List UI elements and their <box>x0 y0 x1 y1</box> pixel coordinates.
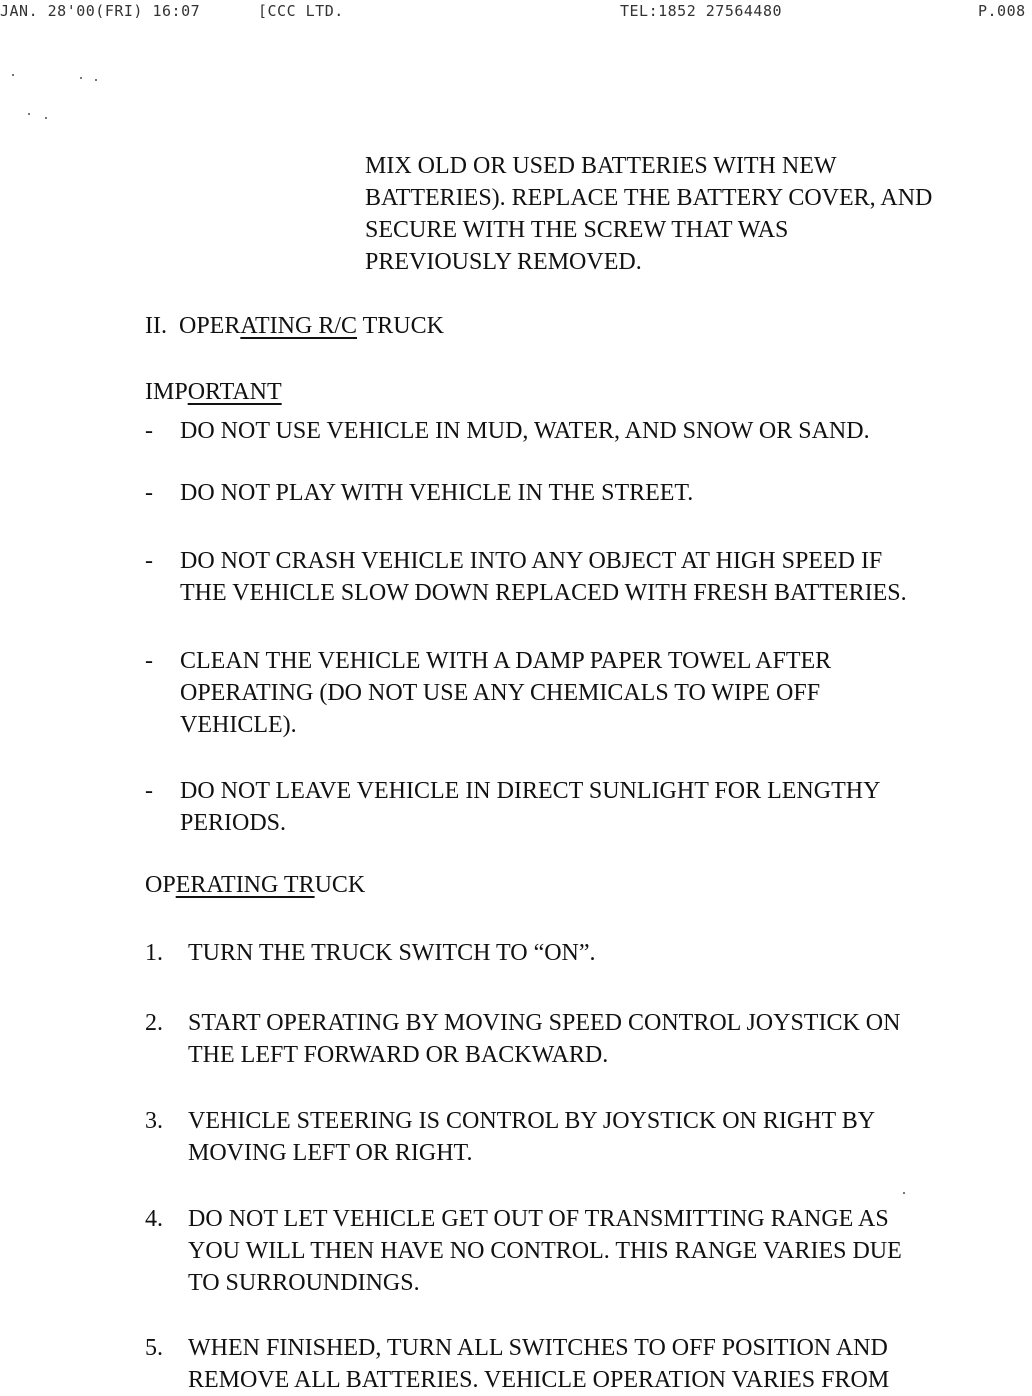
heading-text: UCK <box>314 872 366 898</box>
heading-underlined: ERATING TR <box>175 872 315 898</box>
step-text: TO SURROUNDINGS. <box>188 1270 420 1296</box>
step-number: 3. <box>145 1108 163 1134</box>
text-line: SECURE WITH THE SCREW THAT WAS <box>365 217 789 243</box>
bullet-text: CLEAN THE VEHICLE WITH A DAMP PAPER TOWEL AFTER <box>180 648 832 674</box>
section-number: II. <box>145 313 167 339</box>
scan-speck <box>903 1192 905 1194</box>
bullet-text: DO NOT PLAY WITH VEHICLE IN THE STREET. <box>180 480 694 506</box>
step-number: 1. <box>145 940 163 966</box>
step-text: TURN THE TRUCK SWITCH TO “ON”. <box>188 940 596 966</box>
heading-underlined: ORTANT <box>187 379 282 405</box>
fax-company: [CCC LTD. <box>258 2 344 20</box>
fax-date: JAN. 28'00(FRI) 16:07 <box>0 2 201 20</box>
bullet-text: PERIODS. <box>180 810 287 836</box>
section-title-text: OPER <box>178 313 241 339</box>
fax-page-number: P.008 <box>978 2 1026 20</box>
bullet-text: DO NOT USE VEHICLE IN MUD, WATER, AND SNOW OR SAND. <box>180 418 870 444</box>
bullet-dash: - <box>145 418 153 444</box>
section-title-operating-rc-truck <box>145 313 444 340</box>
battery-instructions-continuation <box>365 150 1015 278</box>
scan-speck <box>45 117 47 119</box>
bullet-text: VEHICLE). <box>180 712 297 738</box>
important-heading <box>145 379 282 406</box>
step-text: WHEN FINISHED, TURN ALL SWITCHES TO OFF POSITION AND <box>188 1335 888 1361</box>
section-title-text: TRUCK <box>357 313 444 339</box>
bullet-text: DO NOT CRASH VEHICLE INTO ANY OBJECT AT HIGH SPEED IF <box>180 548 883 574</box>
heading-text: OP <box>145 872 176 898</box>
bullet-text: DO NOT LEAVE VEHICLE IN DIRECT SUNLIGHT FOR LENGTHY <box>180 778 881 804</box>
bullet-text: OPERATING (DO NOT USE ANY CHEMICALS TO WIPE OFF <box>180 680 821 706</box>
text-line: PREVIOUSLY REMOVED. <box>365 249 642 275</box>
scan-speck <box>12 74 14 76</box>
scan-speck <box>80 77 82 79</box>
step-number: 2. <box>145 1010 163 1036</box>
scan-speck <box>28 113 30 115</box>
bullet-dash: - <box>145 648 153 674</box>
step-number: 4. <box>145 1206 163 1232</box>
operating-truck-heading <box>145 872 365 899</box>
bullet-dash: - <box>145 778 153 804</box>
step-text: MOVING LEFT OR RIGHT. <box>188 1140 473 1166</box>
bullet-dash: - <box>145 548 153 574</box>
text-line: BATTERIES). REPLACE THE BATTERY COVER, AND <box>365 185 933 211</box>
step-number: 5. <box>145 1335 163 1361</box>
fax-telephone: TEL:1852 27564480 <box>620 2 783 20</box>
step-text: START OPERATING BY MOVING SPEED CONTROL JOYSTICK ON <box>188 1010 901 1036</box>
step-text: YOU WILL THEN HAVE NO CONTROL. THIS RANGE VARIES DUE <box>188 1238 902 1264</box>
step-text: DO NOT LET VEHICLE GET OUT OF TRANSMITTING RANGE AS <box>188 1206 889 1232</box>
step-text: REMOVE ALL BATTERIES. VEHICLE OPERATION VARIES FROM <box>188 1367 890 1393</box>
heading-text: IMP <box>145 379 188 405</box>
section-title-underlined: ATING R/C <box>240 313 358 339</box>
bullet-dash: - <box>145 480 153 506</box>
text-line: MIX OLD OR USED BATTERIES WITH NEW <box>365 153 837 179</box>
bullet-text: THE VEHICLE SLOW DOWN REPLACED WITH FRESH BATTERIES. <box>180 580 907 606</box>
step-text: VEHICLE STEERING IS CONTROL BY JOYSTICK ON RIGHT BY <box>188 1108 876 1134</box>
scan-speck <box>95 79 97 81</box>
fax-header <box>0 2 1032 24</box>
step-text: THE LEFT FORWARD OR BACKWARD. <box>188 1042 609 1068</box>
